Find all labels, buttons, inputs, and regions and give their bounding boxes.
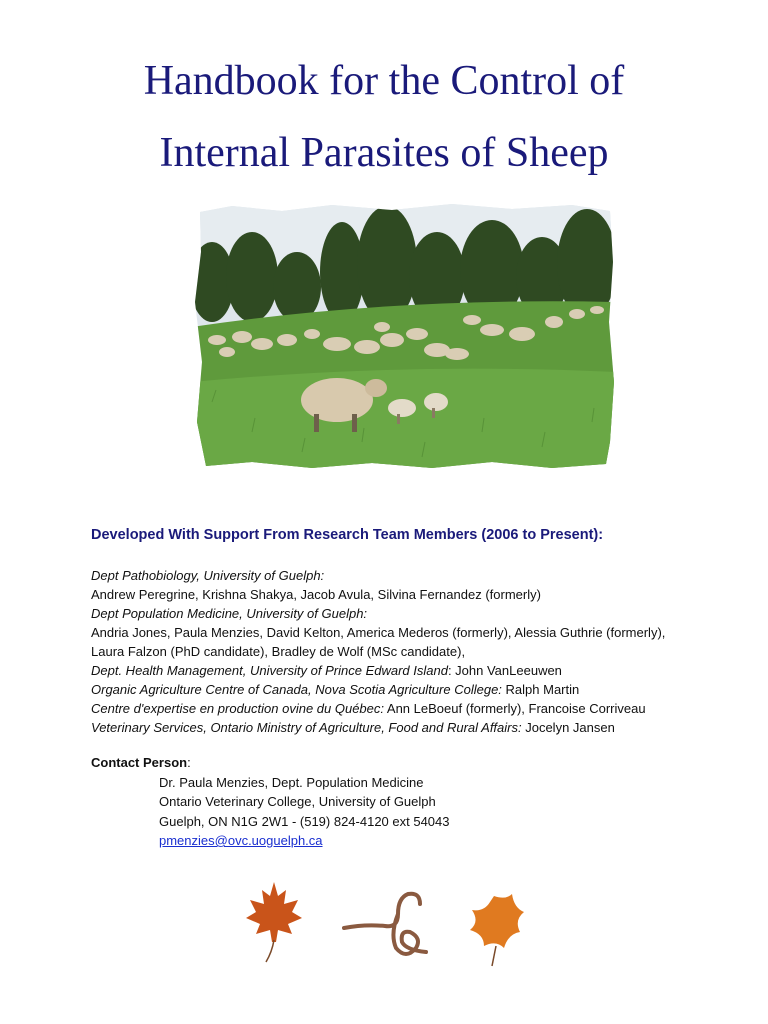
org-name: Dept Pathobiology, University of Guelph: — [91, 568, 325, 583]
autumn-leaf-icon — [462, 890, 528, 968]
member-names: Andrew Peregrine, Krishna Shakya, Jacob Avula, Silvina Fernandez (formerly) — [91, 587, 541, 602]
member-names: Ralph Martin — [501, 682, 580, 697]
team-line — [91, 604, 731, 623]
member-names: Andria Jones, Paula Menzies, David Kelton, America Mederos (formerly), Alessia Guthrie (formerly), — [91, 625, 666, 640]
member-names: Laura Falzon (PhD candidate), Bradley de Wolf (MSc candidate), — [91, 644, 466, 659]
sheep-pasture-photo — [192, 202, 616, 470]
team-line — [91, 566, 731, 585]
org-name: Dept Population Medicine, University of Guelph: — [91, 606, 368, 621]
member-names: Jocelyn Jansen — [521, 720, 615, 735]
contact-org: Ontario Veterinary College, University of Guelph — [159, 794, 436, 809]
org-name: Centre d'expertise en production ovine du Québec: — [91, 701, 385, 716]
contact-label: Contact Person — [91, 755, 188, 770]
parasite-worm-icon — [340, 886, 430, 960]
member-names: : John VanLeeuwen — [447, 663, 562, 678]
title-line-2: Internal Parasites of Sheep — [159, 130, 609, 176]
contact-colon: : — [187, 755, 191, 770]
team-line — [91, 680, 731, 699]
team-line — [91, 585, 731, 604]
decorative-icons — [0, 878, 768, 968]
title-line-1: Handbook for the Control of — [143, 58, 625, 104]
contact-address: Guelph, ON N1G 2W1 - (519) 824-4120 ext 54043 — [159, 813, 450, 829]
section-heading: Developed With Support From Research Team Members (2006 to Present): — [91, 527, 604, 543]
team-line — [91, 718, 731, 737]
contact-name: Dr. Paula Menzies, Dept. Population Medicine — [159, 774, 424, 790]
team-line — [91, 661, 731, 680]
team-members-list — [91, 566, 731, 737]
team-line — [91, 642, 731, 661]
org-name: Veterinary Services, Ontario Ministry of Agriculture, Food and Rural Affairs: — [91, 720, 522, 735]
member-names: Ann LeBoeuf (formerly), Francoise Corriveau — [384, 701, 646, 716]
contact-block — [91, 753, 450, 851]
maple-leaf-icon — [244, 880, 304, 964]
org-name: Organic Agriculture Centre of Canada, Nova Scotia Agriculture College: — [91, 682, 502, 697]
team-line — [91, 623, 731, 642]
team-line — [91, 699, 731, 718]
org-name: Dept. Health Management, University of Prince Edward Island — [91, 663, 448, 678]
contact-email-link[interactable]: pmenzies@ovc.uoguelph.ca — [159, 833, 323, 848]
